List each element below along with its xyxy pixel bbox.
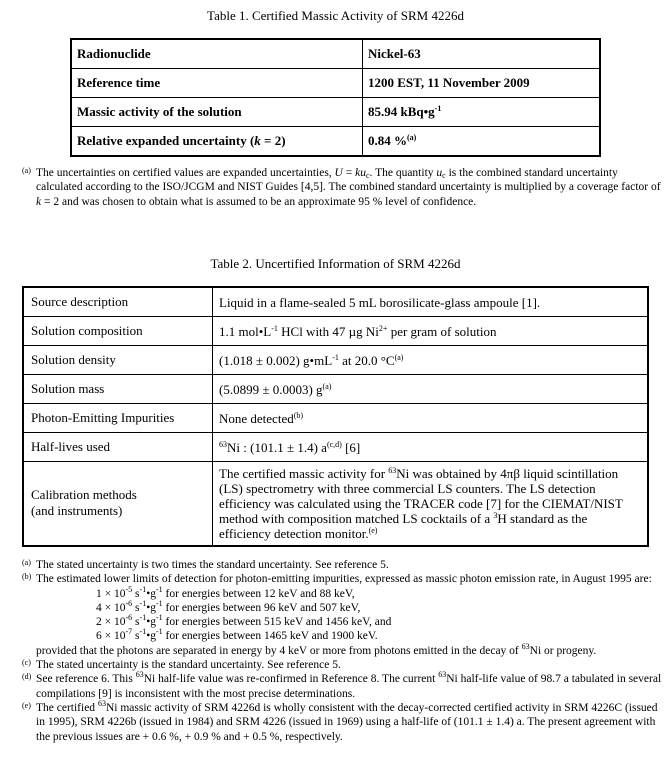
footnote-marker: (b) — [22, 572, 32, 582]
text-run: is the combined standard uncertainty calculated according to the ISO/JCGM and NIST Guides [4,5]. The combined standard uncertainty is multiplied by a coverage factor of — [36, 167, 661, 194]
row-value — [363, 98, 601, 127]
table-row — [23, 287, 648, 317]
text-run: -1 — [139, 584, 147, 594]
text-run: 0.84 % — [368, 133, 407, 148]
footnote-marker: (c) — [22, 658, 31, 668]
text-run: s — [132, 630, 140, 643]
text-run: for energies between 1465 keV and 1900 keV. — [162, 630, 378, 643]
text-run: Calibration methods — [31, 487, 137, 503]
table-row — [71, 98, 600, 127]
table-row — [23, 404, 648, 433]
text-run: -7 — [125, 627, 133, 637]
row-label — [23, 433, 213, 462]
text-run: c — [442, 171, 446, 180]
text-run: Solution density — [31, 352, 116, 367]
text-run: 1.1 mol•L — [219, 323, 272, 339]
text-run: s — [132, 587, 140, 600]
text-run: (c,d) — [326, 439, 342, 449]
row-value — [213, 404, 649, 433]
text-run: (a) — [407, 133, 417, 142]
table-row — [23, 433, 648, 462]
text-run: 85.94 kBq•g — [368, 104, 435, 119]
table-row — [71, 39, 600, 69]
text-run: 1 × 10 — [96, 587, 126, 600]
text-run: Solution composition — [31, 323, 143, 338]
text-run: •g — [146, 587, 156, 600]
text-run: Ni or progeny. — [529, 644, 597, 657]
text-run: = 2) — [260, 133, 286, 148]
table-row — [71, 127, 600, 157]
text-run: -1 — [155, 584, 163, 594]
text-run: The certified — [36, 701, 98, 714]
text-run: provided that the photons are separated in energy by 4 keV or more from photons emitted in the decay of — [36, 644, 522, 657]
footnote — [22, 558, 664, 572]
text-run: Ni was obtained by 4πβ liquid scintillation (LS) spectrometry with three commercial LS counters. The LS detection efficiency was calculated using the TRACER code [7] for the CIEMAT/NIST method with composition matched LS cocktails of a — [219, 465, 623, 526]
text-run: Ni half-life value of 98.7 a tabulated in several compilations [9] is inconsistent with the most precise determinations. — [36, 673, 662, 700]
footnote-text — [36, 573, 652, 585]
row-label — [71, 39, 363, 69]
text-run: Relative expanded uncertainty ( — [77, 133, 255, 148]
text-run: Reference time — [77, 75, 161, 90]
text-run: None detected — [219, 410, 294, 426]
text-run: -1 — [155, 613, 163, 623]
text-run: k — [254, 133, 261, 148]
row-label — [71, 98, 363, 127]
text-run: (a) — [394, 352, 404, 362]
text-run: 1200 EST, 11 November 2009 — [368, 75, 530, 90]
text-run: Ni : (101.1 ± 1.4) a — [227, 439, 327, 455]
table1-title: Table 1. Certified Massic Activity of SRM 4226d — [207, 8, 464, 23]
footnote — [22, 670, 664, 701]
footnote-marker: (d) — [22, 672, 32, 682]
text-run: See reference 6. This — [36, 673, 136, 686]
text-run: 63 — [97, 698, 106, 708]
text-run: (1.018 ± 0.002) g•mL — [219, 352, 333, 368]
text-run: The estimated lower limits of detection for photon-emitting impurities, expressed as massic photon emission rate, in August 1995 are: — [36, 573, 652, 586]
text-run: Radionuclide — [77, 46, 151, 61]
table-row — [23, 317, 648, 346]
text-run: •g — [146, 630, 156, 643]
row-label — [23, 287, 213, 317]
row-value — [213, 346, 649, 375]
text-run: •g — [146, 616, 156, 629]
text-run: The uncertainties on certified values are expanded uncertainties, — [36, 167, 335, 179]
footnote-text — [36, 659, 341, 671]
row-value — [213, 433, 649, 462]
text-run: s — [132, 616, 140, 629]
text-run: -1 — [332, 352, 339, 362]
text-run: Photon-Emitting Impurities — [31, 410, 175, 425]
row-value — [213, 317, 649, 346]
uncertified-info-table — [22, 286, 649, 547]
row-value — [213, 287, 649, 317]
text-run: 63 — [438, 670, 447, 680]
text-run: = 2 and was chosen to obtain what is assumed to be an approximate 95 % level of confidence. — [41, 195, 477, 208]
text-run: 63 — [388, 465, 397, 475]
text-run: (e) — [368, 525, 378, 535]
row-value — [363, 127, 601, 157]
text-run: per gram of solution — [387, 323, 497, 339]
text-run: for energies between 12 keV and 88 keV, — [162, 587, 355, 600]
text-run: -1 — [155, 627, 163, 637]
row-label — [23, 404, 213, 433]
text-run: . The quantity — [369, 167, 437, 179]
footnote — [22, 658, 664, 672]
text-run: for energies between 96 keV and 507 keV, — [162, 601, 361, 614]
row-label — [71, 127, 363, 157]
text-run: Ni half-life value was re-confirmed in Reference 8. The current — [143, 673, 439, 686]
text-run: U — [334, 167, 343, 179]
text-run: = — [342, 167, 356, 179]
text-run: (a) — [322, 381, 332, 391]
text-run: -6 — [125, 613, 133, 623]
text-run: c — [365, 171, 370, 180]
text-run: (5.0899 ± 0.0003) g — [219, 381, 323, 397]
text-run: 4 × 10 — [96, 601, 126, 614]
row-label — [23, 462, 213, 546]
text-run: ku — [355, 167, 366, 179]
text-run: 63 — [521, 641, 530, 651]
text-run: -5 — [125, 584, 133, 594]
text-run: u — [436, 167, 443, 179]
text-run: k — [36, 195, 42, 208]
row-value — [213, 375, 649, 404]
table-row — [23, 375, 648, 404]
row-label — [23, 346, 213, 375]
text-run: -1 — [155, 598, 163, 608]
footnote-marker: (e) — [22, 700, 31, 710]
text-run: for energies between 515 keV and 1456 keV, and — [162, 616, 392, 629]
row-value — [363, 69, 601, 98]
footnote-marker: (a) — [22, 166, 31, 175]
row-label — [71, 69, 363, 98]
row-label — [23, 317, 213, 346]
text-run: 2 × 10 — [96, 616, 126, 629]
text-run: Half-lives used — [31, 439, 111, 454]
text-run: (b) — [293, 410, 304, 420]
text-run: 6 × 10 — [96, 630, 126, 643]
text-run: 2+ — [378, 323, 388, 333]
text-run: 63 — [135, 670, 144, 680]
text-run: -6 — [125, 598, 133, 608]
certified-values-table — [70, 38, 601, 157]
text-run: The stated uncertainty is two times the standard uncertainty. See reference 5. — [36, 559, 389, 571]
row-value — [363, 39, 601, 69]
text-run: at 20.0 °C — [338, 352, 395, 368]
text-run: [6] — [341, 439, 361, 455]
text-run: -1 — [139, 598, 147, 608]
text-run: •g — [146, 601, 156, 614]
footnote-text — [36, 670, 662, 700]
text-run: (and instruments) — [31, 503, 123, 519]
text-run: Liquid in a flame-sealed 5 mL borosilicate-glass ampoule [1]. — [219, 294, 541, 310]
table-row — [23, 462, 648, 546]
table-row — [23, 346, 648, 375]
row-value — [213, 462, 649, 546]
text-run: Solution mass — [31, 381, 105, 396]
footnote-text — [36, 167, 661, 208]
footnote-marker: (a) — [22, 558, 31, 567]
text-run: Source description — [31, 294, 129, 309]
footnote-continuation — [36, 641, 664, 658]
table1-footnote — [22, 166, 662, 209]
text-run: Massic activity of the solution — [77, 104, 242, 119]
footnote-text — [36, 559, 389, 571]
text-run: Nickel-63 — [368, 46, 421, 61]
table2-footnotes — [22, 558, 664, 744]
text-run: s — [132, 601, 140, 614]
text-run: -1 — [271, 323, 278, 333]
text-run: HCl with 47 µg Ni — [277, 323, 379, 339]
detection-limit — [36, 629, 664, 643]
table2-title: Table 2. Uncertified Information of SRM 4226d — [210, 256, 461, 271]
text-run: 63 — [219, 439, 227, 449]
text-run: Ni massic activity of SRM 4226d is wholly consistent with the decay-corrected certified activity in SRM 4226C (issued in 1995), SRM 4226b (issued in 1984) and SRM 4226 (issued in 1969) using a half-life of (101.1 ± 1.4) a. The present agreement with the previous issues are + 0.6 %, + 0.9 % and + 0.5 %, respectively. — [36, 701, 658, 743]
text-run: -1 — [139, 613, 147, 623]
footnote — [22, 572, 664, 586]
text-run: The certified massic activity for — [219, 465, 389, 481]
footnote-text — [36, 698, 658, 743]
text-run: -1 — [139, 627, 147, 637]
text-run: The stated uncertainty is the standard uncertainty. See reference 5. — [36, 659, 341, 672]
row-label — [23, 375, 213, 404]
footnote — [22, 698, 664, 744]
text-run: H standard as the efficiency detection monitor. — [219, 510, 588, 541]
table-row — [71, 69, 600, 98]
text-run: -1 — [434, 104, 442, 113]
text-run: 3 — [493, 510, 498, 520]
